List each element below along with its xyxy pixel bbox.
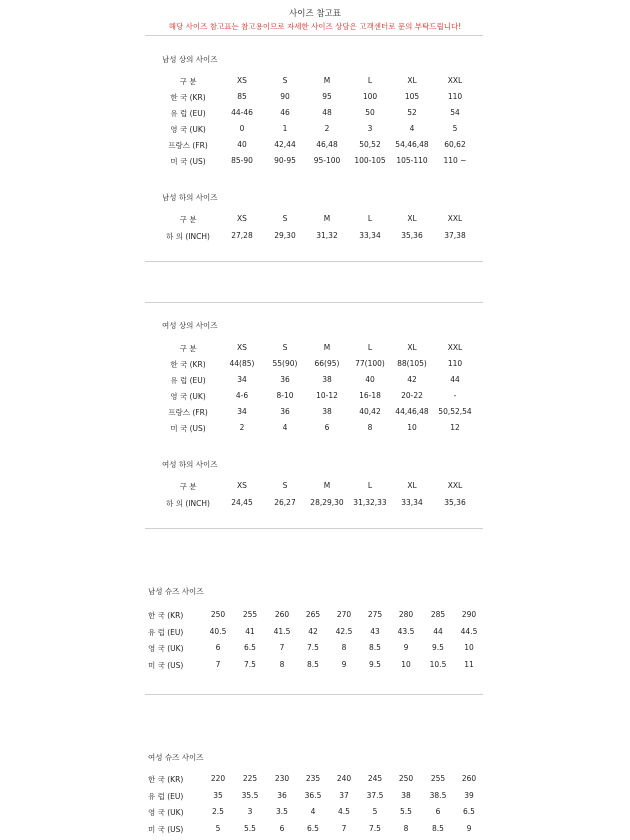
table-cell: 7.5 bbox=[307, 643, 319, 652]
table-cell: 40 bbox=[365, 375, 375, 384]
table-cell: 40,42 bbox=[359, 407, 381, 416]
row-label: 유 럽 (EU) bbox=[148, 627, 184, 637]
page-title: 사이즈 참고표 bbox=[289, 9, 341, 19]
table-cell: S bbox=[282, 76, 288, 85]
row-label: 한 국 (KR) bbox=[170, 360, 206, 369]
table-row bbox=[0, 774, 630, 786]
table-cell: 235 bbox=[305, 774, 321, 783]
divider bbox=[145, 694, 483, 695]
row-label: 미 국 (US) bbox=[148, 660, 184, 670]
table-cell: 100 bbox=[362, 92, 378, 101]
table-cell: 110 ~ bbox=[443, 156, 467, 165]
table-cell: 8-10 bbox=[276, 391, 294, 400]
row-label: 구 분 bbox=[179, 215, 197, 224]
table-cell: 7 bbox=[341, 823, 347, 833]
table-cell: 50,52,54 bbox=[438, 407, 472, 416]
divider bbox=[145, 302, 483, 303]
table-cell: 5.5 bbox=[244, 823, 256, 833]
row-label: 구 분 bbox=[179, 344, 197, 353]
table-cell: 225 bbox=[242, 774, 258, 783]
table-cell: - bbox=[453, 391, 457, 400]
table-cell: 10 bbox=[401, 659, 411, 669]
table-cell: 4 bbox=[409, 124, 415, 133]
table-cell: 90-95 bbox=[274, 156, 296, 165]
table-cell: XXL bbox=[447, 343, 463, 352]
table-cell: 280 bbox=[398, 610, 414, 619]
divider bbox=[145, 261, 483, 262]
row-label: 미 국 (US) bbox=[170, 157, 206, 166]
table-cell: 54,46,48 bbox=[395, 140, 429, 149]
row-label: 미 국 (US) bbox=[170, 424, 206, 433]
table-cell: XL bbox=[407, 76, 417, 85]
table-cell: 0 bbox=[239, 124, 245, 133]
table-cell: 38 bbox=[322, 375, 332, 384]
table-cell: 7 bbox=[215, 659, 221, 669]
table-cell: 4.5 bbox=[338, 807, 350, 816]
table-cell: 230 bbox=[274, 774, 290, 783]
row-label: 영 국 (UK) bbox=[148, 808, 184, 817]
table-cell: 35,36 bbox=[401, 231, 423, 240]
table-cell: 6 bbox=[215, 643, 221, 652]
table-cell: XXL bbox=[447, 214, 463, 223]
table-cell: 9.5 bbox=[369, 659, 381, 669]
table-cell: 8.5 bbox=[307, 659, 319, 669]
table-cell: 28,29,30 bbox=[310, 498, 344, 507]
table-cell: 41 bbox=[245, 626, 255, 636]
table-cell: 66(95) bbox=[314, 359, 340, 368]
row-label: 한 국 (KR) bbox=[170, 93, 206, 102]
table-cell: 31,32,33 bbox=[353, 498, 387, 507]
table-cell: 34 bbox=[237, 375, 247, 384]
table-cell: 20-22 bbox=[401, 391, 423, 400]
table-cell: L bbox=[367, 343, 373, 352]
table-cell: 42 bbox=[407, 375, 417, 384]
table-cell: 255 bbox=[430, 774, 446, 783]
table-cell: 44,46,48 bbox=[395, 407, 429, 416]
row-label: 미 국 (US) bbox=[148, 824, 184, 834]
table-cell: 29,30 bbox=[274, 231, 296, 240]
divider bbox=[145, 35, 483, 36]
table-cell: 4 bbox=[310, 807, 316, 816]
table-cell: 6 bbox=[324, 423, 330, 432]
table-cell: 6.5 bbox=[244, 643, 256, 652]
table-row bbox=[0, 375, 630, 387]
table-cell: 5.5 bbox=[400, 807, 412, 816]
table-cell: 1 bbox=[282, 124, 288, 133]
table-row bbox=[0, 407, 630, 419]
table-cell: 85-90 bbox=[231, 156, 253, 165]
table-cell: 250 bbox=[398, 774, 414, 783]
table-cell: 6 bbox=[435, 807, 441, 816]
table-cell: 5 bbox=[452, 124, 458, 133]
table-cell: 5 bbox=[215, 823, 221, 833]
table-cell: 260 bbox=[274, 610, 290, 619]
table-cell: XXL bbox=[447, 481, 463, 490]
table-cell: 16-18 bbox=[359, 391, 381, 400]
table-cell: 37.5 bbox=[366, 790, 384, 800]
table-row bbox=[0, 498, 630, 510]
table-row bbox=[0, 423, 630, 435]
table-cell: 44 bbox=[433, 626, 443, 636]
table-cell: 60,62 bbox=[444, 140, 466, 149]
row-label: 한 국 (KR) bbox=[148, 611, 184, 620]
table-cell: 10 bbox=[407, 423, 417, 432]
table-row bbox=[0, 92, 630, 104]
women-top-title: 여성 상의 사이즈 bbox=[162, 321, 218, 330]
table-row bbox=[0, 391, 630, 403]
table-cell: XL bbox=[407, 481, 417, 490]
table-cell: 52 bbox=[407, 108, 417, 117]
table-cell: 37 bbox=[339, 790, 349, 800]
table-cell: 3 bbox=[367, 124, 373, 133]
table-cell: M bbox=[323, 76, 331, 85]
table-cell: 36 bbox=[280, 375, 290, 384]
table-cell: 44 bbox=[450, 375, 460, 384]
table-row bbox=[0, 660, 630, 672]
table-cell: 33,34 bbox=[401, 498, 423, 507]
table-cell: M bbox=[323, 481, 331, 490]
table-cell: 275 bbox=[367, 610, 383, 619]
table-cell: L bbox=[367, 481, 373, 490]
table-row bbox=[0, 627, 630, 639]
row-label: 프랑스 (FR) bbox=[168, 408, 208, 417]
table-cell: 8 bbox=[279, 659, 285, 669]
table-cell: 270 bbox=[336, 610, 352, 619]
table-cell: 36.5 bbox=[304, 790, 322, 800]
table-cell: XS bbox=[237, 214, 247, 223]
table-cell: 10.5 bbox=[429, 659, 447, 669]
table-row bbox=[0, 231, 630, 243]
table-cell: 43 bbox=[370, 626, 380, 636]
table-row bbox=[0, 124, 630, 136]
table-cell: 43.5 bbox=[397, 626, 415, 636]
table-cell: 42 bbox=[308, 626, 318, 636]
row-label: 유 럽 (EU) bbox=[170, 109, 206, 118]
table-cell: XL bbox=[407, 343, 417, 352]
row-label: 구 분 bbox=[179, 77, 197, 86]
table-cell: 110 bbox=[447, 359, 463, 368]
table-cell: 100-105 bbox=[354, 156, 386, 165]
men-bottom-title: 남성 하의 사이즈 bbox=[162, 193, 218, 202]
table-row bbox=[0, 807, 630, 819]
table-cell: 40 bbox=[237, 140, 247, 149]
table-cell: XS bbox=[237, 76, 247, 85]
table-cell: 95 bbox=[322, 92, 332, 101]
row-label: 프랑스 (FR) bbox=[168, 141, 208, 150]
table-cell: 220 bbox=[210, 774, 226, 783]
table-cell: 39 bbox=[464, 790, 474, 800]
table-cell: 3 bbox=[247, 807, 253, 816]
table-cell: 9 bbox=[466, 823, 472, 833]
row-label: 구 분 bbox=[179, 482, 197, 491]
women-shoes-title: 여성 슈즈 사이즈 bbox=[148, 753, 204, 762]
men-top-title: 남성 상의 사이즈 bbox=[162, 55, 218, 64]
table-cell: 9 bbox=[403, 643, 409, 652]
table-cell: 24,45 bbox=[231, 498, 253, 507]
table-cell: 35 bbox=[213, 790, 223, 800]
table-cell: 37,38 bbox=[444, 231, 466, 240]
table-cell: 95-100 bbox=[313, 156, 341, 165]
table-cell: 9 bbox=[341, 659, 347, 669]
table-row bbox=[0, 643, 630, 655]
table-cell: 240 bbox=[336, 774, 352, 783]
table-cell: 46 bbox=[280, 108, 290, 117]
table-cell: 2 bbox=[239, 423, 245, 432]
table-cell: 38 bbox=[322, 407, 332, 416]
table-cell: 2 bbox=[324, 124, 330, 133]
table-cell: 77(100) bbox=[355, 359, 385, 368]
table-cell: 35.5 bbox=[241, 790, 259, 800]
table-cell: 55(90) bbox=[272, 359, 298, 368]
table-cell: 255 bbox=[242, 610, 258, 619]
table-row bbox=[0, 214, 630, 226]
table-cell: 245 bbox=[367, 774, 383, 783]
table-cell: 290 bbox=[461, 610, 477, 619]
table-cell: 5 bbox=[372, 807, 378, 816]
table-cell: 41.5 bbox=[273, 626, 291, 636]
table-cell: XS bbox=[237, 481, 247, 490]
men-shoes-title: 남성 슈즈 사이즈 bbox=[148, 587, 204, 596]
table-cell: 27,28 bbox=[231, 231, 253, 240]
table-cell: 10 bbox=[464, 643, 474, 652]
table-cell: 44(85) bbox=[229, 359, 255, 368]
table-cell: 42.5 bbox=[335, 626, 353, 636]
table-cell: 7.5 bbox=[244, 659, 256, 669]
table-cell: L bbox=[367, 76, 373, 85]
table-cell: 34 bbox=[237, 407, 247, 416]
row-label: 하 의 (INCH) bbox=[166, 499, 210, 508]
row-label: 유 럽 (EU) bbox=[170, 376, 206, 385]
table-row bbox=[0, 108, 630, 120]
table-cell: 90 bbox=[280, 92, 290, 101]
table-row bbox=[0, 610, 630, 622]
table-row bbox=[0, 481, 630, 493]
table-cell: 54 bbox=[450, 108, 460, 117]
table-cell: 36 bbox=[280, 407, 290, 416]
table-cell: 44-46 bbox=[231, 108, 253, 117]
row-label: 유 럽 (EU) bbox=[148, 791, 184, 801]
table-cell: 250 bbox=[210, 610, 226, 619]
table-cell: 38.5 bbox=[429, 790, 447, 800]
table-cell: 40.5 bbox=[209, 626, 227, 636]
table-cell: 31,32 bbox=[316, 231, 338, 240]
table-cell: 4 bbox=[282, 423, 288, 432]
table-cell: 9.5 bbox=[432, 643, 444, 652]
table-cell: 285 bbox=[430, 610, 446, 619]
table-cell: 4-6 bbox=[235, 391, 249, 400]
divider bbox=[145, 528, 483, 529]
table-cell: 33,34 bbox=[359, 231, 381, 240]
table-cell: 50,52 bbox=[359, 140, 381, 149]
row-label: 영 국 (UK) bbox=[148, 644, 184, 653]
table-cell: 46,48 bbox=[316, 140, 338, 149]
table-row bbox=[0, 140, 630, 152]
table-cell: 105 bbox=[404, 92, 420, 101]
table-cell: 44.5 bbox=[460, 626, 478, 636]
table-cell: 7.5 bbox=[369, 823, 381, 833]
table-cell: XS bbox=[237, 343, 247, 352]
table-cell: 6.5 bbox=[307, 823, 319, 833]
table-cell: 260 bbox=[461, 774, 477, 783]
table-cell: S bbox=[282, 214, 288, 223]
table-cell: L bbox=[367, 214, 373, 223]
table-cell: 26,27 bbox=[274, 498, 296, 507]
table-cell: 3.5 bbox=[276, 807, 288, 816]
table-cell: 8 bbox=[403, 823, 409, 833]
row-label: 하 의 (INCH) bbox=[166, 232, 210, 241]
table-cell: M bbox=[323, 343, 331, 352]
row-label: 영 국 (UK) bbox=[170, 392, 206, 401]
table-cell: 8.5 bbox=[369, 643, 381, 652]
table-row bbox=[0, 824, 630, 836]
table-row bbox=[0, 359, 630, 371]
table-cell: S bbox=[282, 481, 288, 490]
table-cell: 8 bbox=[341, 643, 347, 652]
table-cell: 11 bbox=[464, 659, 474, 669]
table-cell: 88(105) bbox=[397, 359, 427, 368]
women-bottom-title: 여성 하의 사이즈 bbox=[162, 460, 218, 469]
table-cell: XXL bbox=[447, 76, 463, 85]
table-cell: 12 bbox=[450, 423, 460, 432]
table-cell: 6.5 bbox=[463, 807, 475, 816]
table-cell: 38 bbox=[401, 790, 411, 800]
size-notice: 해당 사이즈 참고표는 참고용이므로 자세한 사이즈 상담은 고객센터로 문의 부탁드립니다! bbox=[168, 22, 462, 31]
table-cell: 110 bbox=[447, 92, 463, 101]
table-cell: 10-12 bbox=[316, 391, 338, 400]
table-cell: 105-110 bbox=[396, 156, 428, 165]
table-cell: XL bbox=[407, 214, 417, 223]
table-cell: M bbox=[323, 214, 331, 223]
table-row bbox=[0, 76, 630, 88]
table-cell: S bbox=[282, 343, 288, 352]
table-row bbox=[0, 343, 630, 355]
table-cell: 48 bbox=[322, 108, 332, 117]
table-cell: 7 bbox=[279, 643, 285, 652]
table-cell: 8 bbox=[367, 423, 373, 432]
table-cell: 265 bbox=[305, 610, 321, 619]
table-cell: 85 bbox=[237, 92, 247, 101]
table-cell: 36 bbox=[277, 790, 287, 800]
table-cell: 6 bbox=[279, 823, 285, 833]
table-row bbox=[0, 791, 630, 803]
table-cell: 2.5 bbox=[212, 807, 224, 816]
table-cell: 42,44 bbox=[274, 140, 296, 149]
table-cell: 8.5 bbox=[432, 823, 444, 833]
table-row bbox=[0, 156, 630, 168]
row-label: 한 국 (KR) bbox=[148, 775, 184, 784]
table-cell: 50 bbox=[365, 108, 375, 117]
row-label: 영 국 (UK) bbox=[170, 125, 206, 134]
table-cell: 35,36 bbox=[444, 498, 466, 507]
